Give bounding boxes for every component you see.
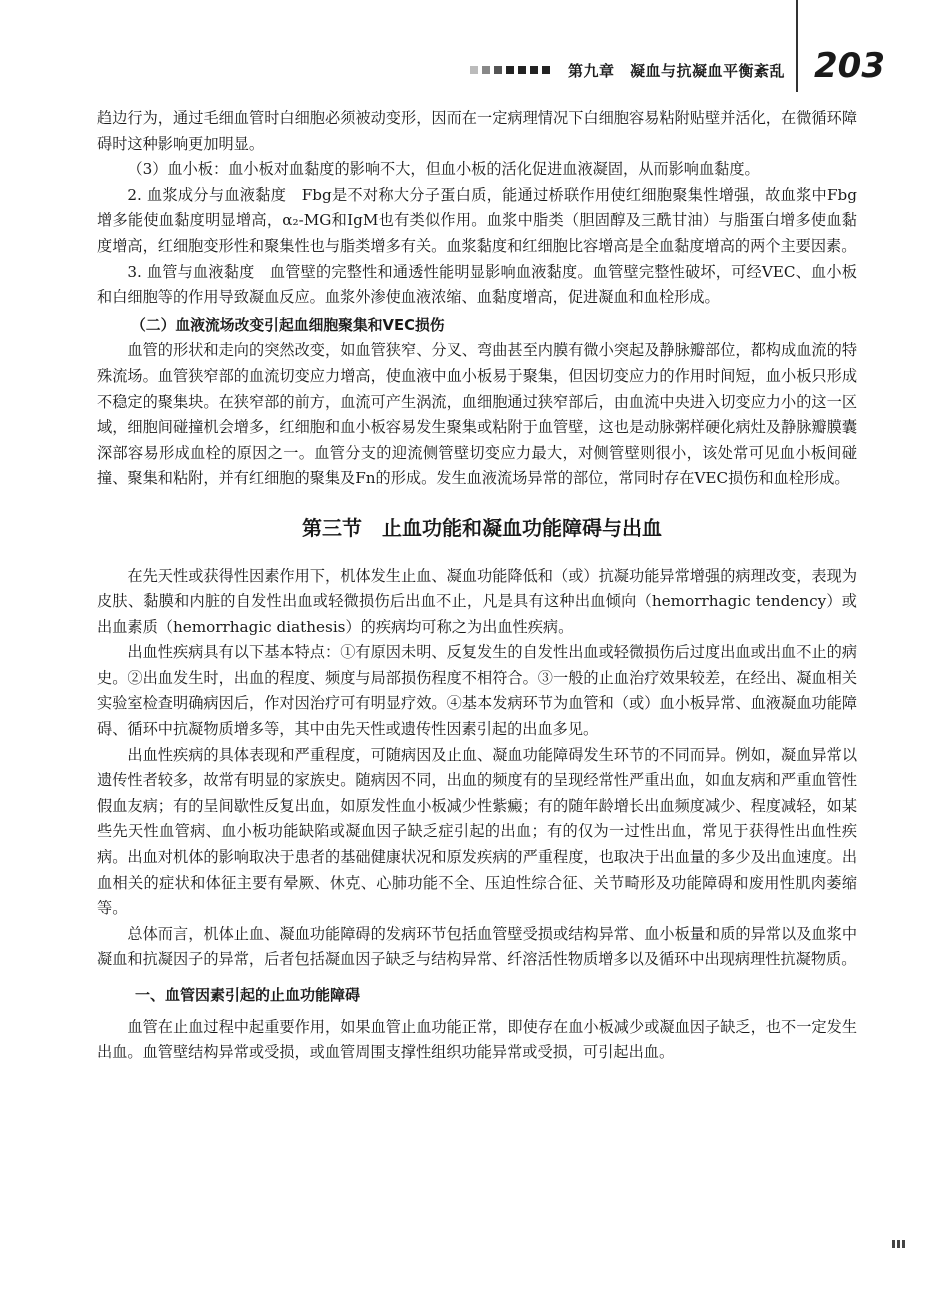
subsection-heading: （二）血液流场改变引起血细胞聚集和VEC损伤 xyxy=(131,316,445,334)
subsection-heading: 一、血管因素引起的止血功能障碍 xyxy=(135,986,361,1004)
paragraph: 趋边行为，通过毛细血管时白细胞必须被动变形，因而在一定病理情况下白细胞容易粘附贴壁并活化，在微循环障碍时这种影响更加明显。 xyxy=(97,109,857,153)
paragraph: 总体而言，机体止血、凝血功能障碍的发病环节包括血管壁受损或结构异常、血小板量和质的异常以及血浆中凝血和抗凝因子的异常，后者包括凝血因子缺乏与结构异常、纤溶活性物质增多以及循环中出现病理性抗凝物质。 xyxy=(97,924,857,969)
header-divider xyxy=(796,0,798,92)
page-number: 203 xyxy=(814,46,885,86)
paragraph: 出血性疾病具有以下基本特点：①有原因未明、反复发生的自发性出血或轻微损伤后过度出血或出血不止的病史。②出血发生时，出血的程度、频度与局部损伤程度不相符合。③一般的止血治疗效果较差，在经出、凝血相关实验室检查明确病因后，作对因治疗可有明显疗效。④基本发病环节为血管和（或）血小板异常、血液凝血功能障碍、循环中抗凝物质增多等，其中由先天性或遗传性因素引起的出血多见。 xyxy=(97,643,857,739)
paragraph: 2. 血浆成分与血液黏度 Fbg是不对称大分子蛋白质，能通过桥联作用使红细胞聚集性增强，故血浆中Fbg增多能使血黏度明显增高，α₂-MG和IgM也有类似作用。血浆中脂类（胆固醇及三酰甘油）与脂蛋白增多使血黏度增高，红细胞变形性和聚集性也与脂类增多有关。血浆黏度和红细胞比容增高是全血黏度增高的两个主要因素。 xyxy=(97,185,857,255)
paragraph: 血管的形状和走向的突然改变，如血管狭窄、分叉、弯曲甚至内膜有微小突起及静脉瓣部位，都构成血流的特殊流场。血管狭窄部的血流切变应力增高，使血液中血小板易于聚集，但因切变应力的作用时间短，血小板只形成不稳定的聚集块。在狭窄部的前方，血流可产生涡流，血细胞通过狭窄部后，由血流中央进入切变应力小的这一区域，细胞间碰撞机会增多，红细胞和血小板容易发生聚集或粘附于血管壁，这也是动脉粥样硬化病灶及静脉瓣膜囊深部容易形成血栓的原因之一。血管分支的迎流侧管壁切变应力最大，对侧管壁则很小，该处常可见血小板间碰撞、聚集和粘附，并有红细胞的聚集及Fn的形成。发生血液流场异常的部位，常同时存在VEC损伤和血栓形成。 xyxy=(97,341,857,488)
corner-mark-icon xyxy=(892,1240,906,1248)
paragraph: 在先天性或获得性因素作用下，机体发生止血、凝血功能降低和（或）抗凝功能异常增强的病理改变，表现为皮肤、黏膜和内脏的自发性出血或轻微损伤后出血不止，凡是具有这种出血倾向（hemorrhagic tendency）或出血素质（hemorrhagic diathesis）的疾病均可称之为出血性疾病。 xyxy=(97,566,857,636)
paragraph: 3. 血管与血液黏度 血管壁的完整性和通透性能明显影响血液黏度。血管壁完整性破坏，可经VEC、血小板和白细胞等的作用导致凝血反应。血浆外渗使血液浓缩、血黏度增高，促进凝血和血栓形成。 xyxy=(97,262,857,307)
paragraph: 出血性疾病的具体表现和严重程度，可随病因及止血、凝血功能障碍发生环节的不同而异。例如，凝血异常以遗传性者较多，故常有明显的家族史。随病因不同，出血的频度有的呈现经常性严重出血，如血友病和严重血管性假血友病；有的呈间歇性反复出血，如原发性血小板减少性紫癜；有的随年龄增长出血频度减少、程度减轻，如某些先天性血管病、血小板功能缺陷或凝血因子缺乏症引起的出血；有的仅为一过性出血，常见于获得性出血性疾病。出血对机体的影响取决于患者的基础健康状况和原发疾病的严重程度，也取决于出血量的多少及出血速度。出血相关的症状和体征主要有晕厥、休克、心肺功能不全、压迫性综合征、关节畸形及功能障碍和废用性肌肉萎缩等。 xyxy=(97,745,857,918)
paragraph: （3）血小板：血小板对血黏度的影响不大，但血小板的活化促进血液凝固，从而影响血黏度。 xyxy=(127,160,760,179)
decorative-squares-icon xyxy=(470,66,550,74)
page-body xyxy=(97,106,857,1066)
paragraph: 血管在止血过程中起重要作用，如果血管止血功能正常，即使存在血小板减少或凝血因子缺乏，也不一定发生出血。血管壁结构异常或受损，或血管周围支撑性组织功能异常或受损，可引起出血。 xyxy=(97,1017,857,1062)
section-title: 第三节 止血功能和凝血功能障碍与出血 xyxy=(302,515,662,540)
chapter-title: 第九章 凝血与抗凝血平衡紊乱 xyxy=(568,62,786,80)
running-header xyxy=(470,48,890,98)
